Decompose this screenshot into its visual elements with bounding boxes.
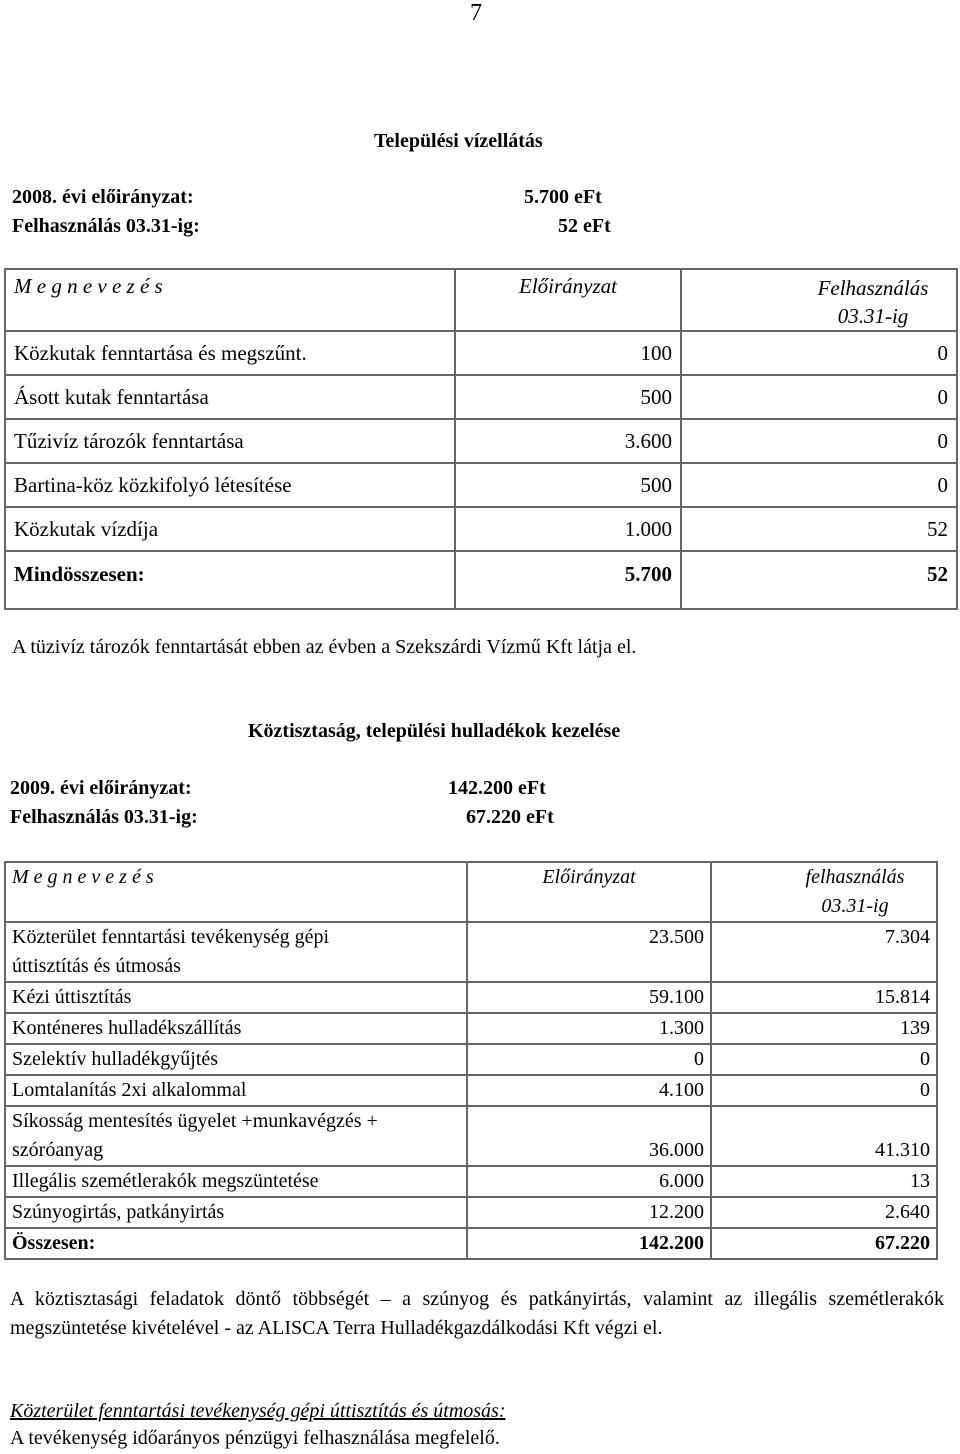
row-name: Bartina-köz közkifolyó létesítése xyxy=(5,463,455,507)
table-row xyxy=(5,375,957,419)
table-row xyxy=(5,1166,937,1197)
section2-usage-label: Felhasználás 03.31-ig: xyxy=(10,806,198,828)
row-name: Kézi úttisztítás xyxy=(5,982,467,1013)
row-name: Ásott kutak fenntartása xyxy=(5,375,455,419)
row-usage: 2.640 xyxy=(711,1197,937,1228)
row-usage: 15.814 xyxy=(711,982,937,1013)
page-number: 7 xyxy=(470,0,482,26)
row-name xyxy=(5,1106,467,1166)
table-total-row xyxy=(5,551,957,609)
row-name: Tűzivíz tározók fenntartása xyxy=(5,419,455,463)
row-name: Közkutak fenntartása és megszűnt. xyxy=(5,331,455,375)
section1-note: A tüzivíz tározók fenntartását ebben az évben a Szekszárdi Vízmű Kft látja el. xyxy=(12,636,637,658)
section2-budget-label: 2009. évi előirányzat: xyxy=(10,777,192,799)
row-usage: 0 xyxy=(681,375,957,419)
row-usage: 0 xyxy=(681,331,957,375)
section1-usage-label: Felhasználás 03.31-ig: xyxy=(12,215,200,237)
row-name xyxy=(5,922,467,982)
row-budget: 6.000 xyxy=(467,1166,711,1197)
table-row xyxy=(5,1075,937,1106)
header-budget: Előirányzat xyxy=(455,269,681,331)
row-usage: 139 xyxy=(711,1013,937,1044)
section1-budget-value: 5.700 eFt xyxy=(524,186,602,208)
section1-title: Települési vízellátás xyxy=(374,130,543,152)
row-budget: 500 xyxy=(455,375,681,419)
row-name-text: Síkosság mentesítés ügyelet +munkavégzés + szóróanyag xyxy=(12,1110,378,1161)
section2-subtext: A tevékenység időarányos pénzügyi felhasználása megfelelő. xyxy=(10,1427,500,1449)
row-budget: 36.000 xyxy=(467,1106,711,1166)
section2-budget-value: 142.200 eFt xyxy=(448,777,546,799)
table-row xyxy=(5,922,937,982)
row-usage: 52 xyxy=(681,507,957,551)
row-budget: 0 xyxy=(467,1044,711,1075)
section1-budget-label: 2008. évi előirányzat: xyxy=(12,186,194,208)
header-usage xyxy=(681,269,957,331)
section2-title: Köztisztaság, települési hulladékok kezelése xyxy=(248,720,621,742)
table-row xyxy=(5,419,957,463)
row-budget: 12.200 xyxy=(467,1197,711,1228)
row-usage: 0 xyxy=(681,463,957,507)
table-row xyxy=(5,1106,937,1166)
header-usage-text: Felhasználás 03.31-ig xyxy=(817,276,929,328)
row-budget: 23.500 xyxy=(467,922,711,982)
total-label: Összesen: xyxy=(5,1228,467,1259)
row-budget: 59.100 xyxy=(467,982,711,1013)
section2-usage-value: 67.220 eFt xyxy=(466,806,554,828)
row-usage: 0 xyxy=(711,1044,937,1075)
row-usage: 13 xyxy=(711,1166,937,1197)
row-usage: 7.304 xyxy=(711,922,937,982)
table-row xyxy=(5,1197,937,1228)
row-name: Szelektív hulladékgyűjtés xyxy=(5,1044,467,1075)
row-name: Szúnyogirtás, patkányirtás xyxy=(5,1197,467,1228)
row-budget: 1.300 xyxy=(467,1013,711,1044)
header-name: M e g n e v e z é s xyxy=(5,862,467,922)
section1-usage-value: 52 eFt xyxy=(558,215,611,237)
table-row xyxy=(5,507,957,551)
row-budget: 4.100 xyxy=(467,1075,711,1106)
row-name: Közkutak vízdíja xyxy=(5,507,455,551)
row-usage: 0 xyxy=(681,419,957,463)
water-supply-table xyxy=(4,268,958,610)
total-budget: 142.200 xyxy=(467,1228,711,1259)
row-usage: 0 xyxy=(711,1075,937,1106)
table-total-row xyxy=(5,1228,937,1259)
row-budget: 3.600 xyxy=(455,419,681,463)
total-usage: 52 xyxy=(681,551,957,609)
row-budget: 100 xyxy=(455,331,681,375)
total-usage: 67.220 xyxy=(711,1228,937,1259)
row-budget: 500 xyxy=(455,463,681,507)
header-usage xyxy=(711,862,937,922)
row-name-text: Közterület fenntartási tevékenység gépi úttisztítás és útmosás xyxy=(12,926,330,977)
section2-subheading: Közterület fenntartási tevékenység gépi úttisztítás és útmosás: xyxy=(10,1400,506,1422)
table-header-row xyxy=(5,862,937,922)
header-name: M e g n e v e z é s xyxy=(5,269,455,331)
row-name: Illegális szemétlerakók megszüntetése xyxy=(5,1166,467,1197)
row-usage: 41.310 xyxy=(711,1106,937,1166)
table-header-row xyxy=(5,269,957,331)
table-row xyxy=(5,1044,937,1075)
table-row xyxy=(5,982,937,1013)
table-row xyxy=(5,1013,937,1044)
row-name: Lomtalanítás 2xi alkalommal xyxy=(5,1075,467,1106)
header-usage-text: felhasználás 03.31-ig xyxy=(805,866,905,917)
public-cleaning-table xyxy=(4,861,938,1260)
section2-paragraph: A köztisztasági feladatok döntő többségét – a szúnyog és patkányirtás, valamint az illegális szemétlerakók megszüntetése kivételével - az ALISCA Terra Hulladékgazdálkodási Kft végzi el. xyxy=(10,1288,944,1339)
total-label: Mindösszesen: xyxy=(5,551,455,609)
row-budget: 1.000 xyxy=(455,507,681,551)
table-row xyxy=(5,463,957,507)
total-budget: 5.700 xyxy=(455,551,681,609)
header-budget: Előirányzat xyxy=(467,862,711,922)
table-row xyxy=(5,331,957,375)
row-name: Konténeres hulladékszállítás xyxy=(5,1013,467,1044)
